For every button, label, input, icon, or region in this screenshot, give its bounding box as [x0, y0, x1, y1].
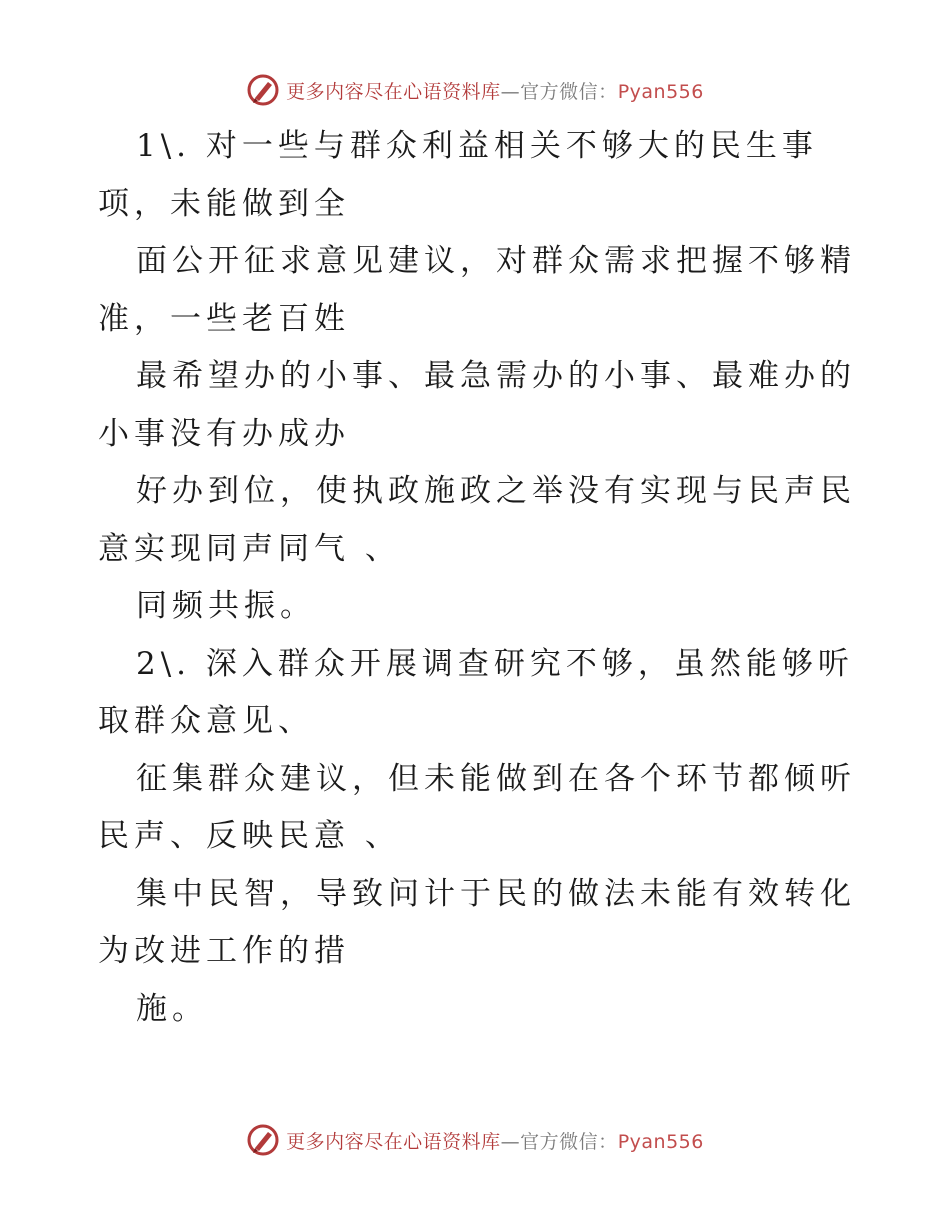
watermark-separator: — — [500, 80, 521, 103]
paragraph: 集中民智，导致问计于民的做法未能有效转化为改进工作的措 — [98, 875, 856, 969]
paragraph: 同频共振。 — [136, 588, 316, 624]
pen-logo-icon — [246, 73, 280, 107]
paragraph: 面公开征求意见建议，对群众需求把握不够精准，一些老百姓 — [98, 243, 856, 337]
paragraph: 好办到位，使执政施政之举没有实现与民声民意实现同声同气 、 — [98, 473, 856, 567]
watermark-separator: — — [500, 1130, 521, 1153]
paragraph: 征集群众建议，但未能做到在各个环节都倾听民声、反映民意 、 — [98, 760, 856, 854]
paragraph: 施。 — [136, 990, 208, 1027]
watermark-brand: 更多内容尽在心语资料库 — [286, 1130, 501, 1153]
document-body — [98, 118, 858, 1038]
watermark-text — [286, 77, 704, 104]
watermark-brand: 更多内容尽在心语资料库 — [286, 80, 501, 103]
paragraph: 2\. 深入群众开展调查研究不够，虽然能够听取群众意见、 — [98, 645, 854, 739]
paragraph: 1\. 对一些与群众利益相关不够大的民生事项，未能做到全 — [98, 128, 818, 222]
header-watermark — [0, 70, 950, 110]
watermark-handle: Pyan556 — [617, 80, 704, 103]
watermark-label: 官方微信： — [520, 80, 618, 103]
watermark-label: 官方微信： — [520, 1130, 618, 1153]
watermark-text — [286, 1127, 704, 1154]
paragraph: 最希望办的小事、最急需办的小事、最难办的小事没有办成办 — [98, 358, 856, 452]
footer-watermark — [0, 1120, 950, 1160]
watermark-handle: Pyan556 — [617, 1130, 704, 1153]
pen-logo-icon — [246, 1123, 280, 1157]
